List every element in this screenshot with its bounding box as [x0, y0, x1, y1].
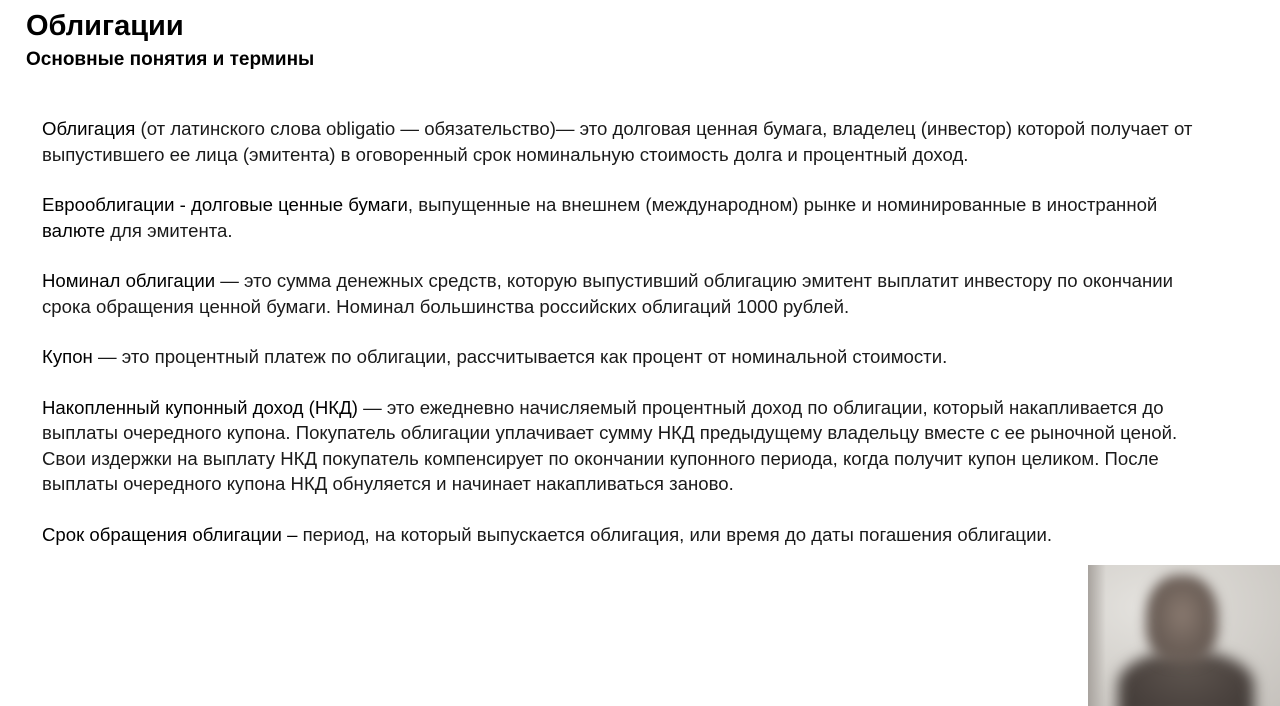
term-coupon: Купон [42, 346, 93, 367]
webcam-person-head [1146, 575, 1218, 663]
paragraph-eurobonds [42, 192, 1212, 243]
term-face-value: Номинал облигации [42, 270, 216, 291]
term-accrued-interest: Накопленный купонный доход (НКД) [42, 396, 358, 418]
term-eurobonds: Еврооблигации - долговые ценные бумаги [42, 194, 408, 215]
paragraph-coupon [42, 344, 1212, 370]
slide-content [42, 116, 1212, 572]
webcam-video-tile[interactable] [1088, 565, 1280, 706]
paragraph-face-value [42, 268, 1212, 319]
webcam-shade [1088, 565, 1106, 706]
slide-subtitle: Основные понятия и термины [26, 49, 315, 70]
paragraph-accrued-interest [42, 395, 1212, 497]
term-bond: Облигация [42, 118, 136, 139]
definition-bond: (от латинского слова obligatio — обязательство)— это долговая ценная бумага, владелец (инвестор) которой получает от выпустившего ее лица (эмитента) в оговоренный срок номинальную стоимость долга и процентный доход. [42, 118, 1193, 165]
definition-accrued-interest: — это ежедневно начисляемый процентный доход по облигации, который накапливается до выплаты очередного купона. Покупатель облигации уплачивает сумму НКД предыдущему владельцу вместе с ее рыночной ценой. Свои издержки на выплату НКД покупатель компенсирует по окончании купонного периода, когда получит купон целиком. После выплаты очередного купона НКД обнуляется и начинает накапливаться заново. [42, 396, 1178, 494]
paragraph-bond [42, 116, 1212, 167]
definition-coupon: — это процентный платеж по облигации, рассчитывается как процент от номинальной стоимости. [92, 346, 948, 367]
definition-maturity: период, на который выпускается облигация, или время до даты погашения облигации. [297, 523, 1053, 545]
term-currency: валюте [42, 219, 106, 241]
definition-face-value: — это сумма денежных средств, которую выпустивший облигацию эмитент выплатит инвестору по окончании срока обращения ценной бумаги. Номинал большинства российских облигаций 1000 рублей. [42, 270, 1174, 317]
paragraph-maturity [42, 522, 1212, 548]
slide-title: Облигации [26, 10, 184, 42]
definition-eurobonds: , выпущенные на внешнем (международном) рынке и номинированные в иностранной [407, 194, 1158, 215]
term-maturity: Срок обращения облигации – [42, 523, 298, 545]
definition-eurobonds-end: для эмитента. [105, 219, 233, 241]
